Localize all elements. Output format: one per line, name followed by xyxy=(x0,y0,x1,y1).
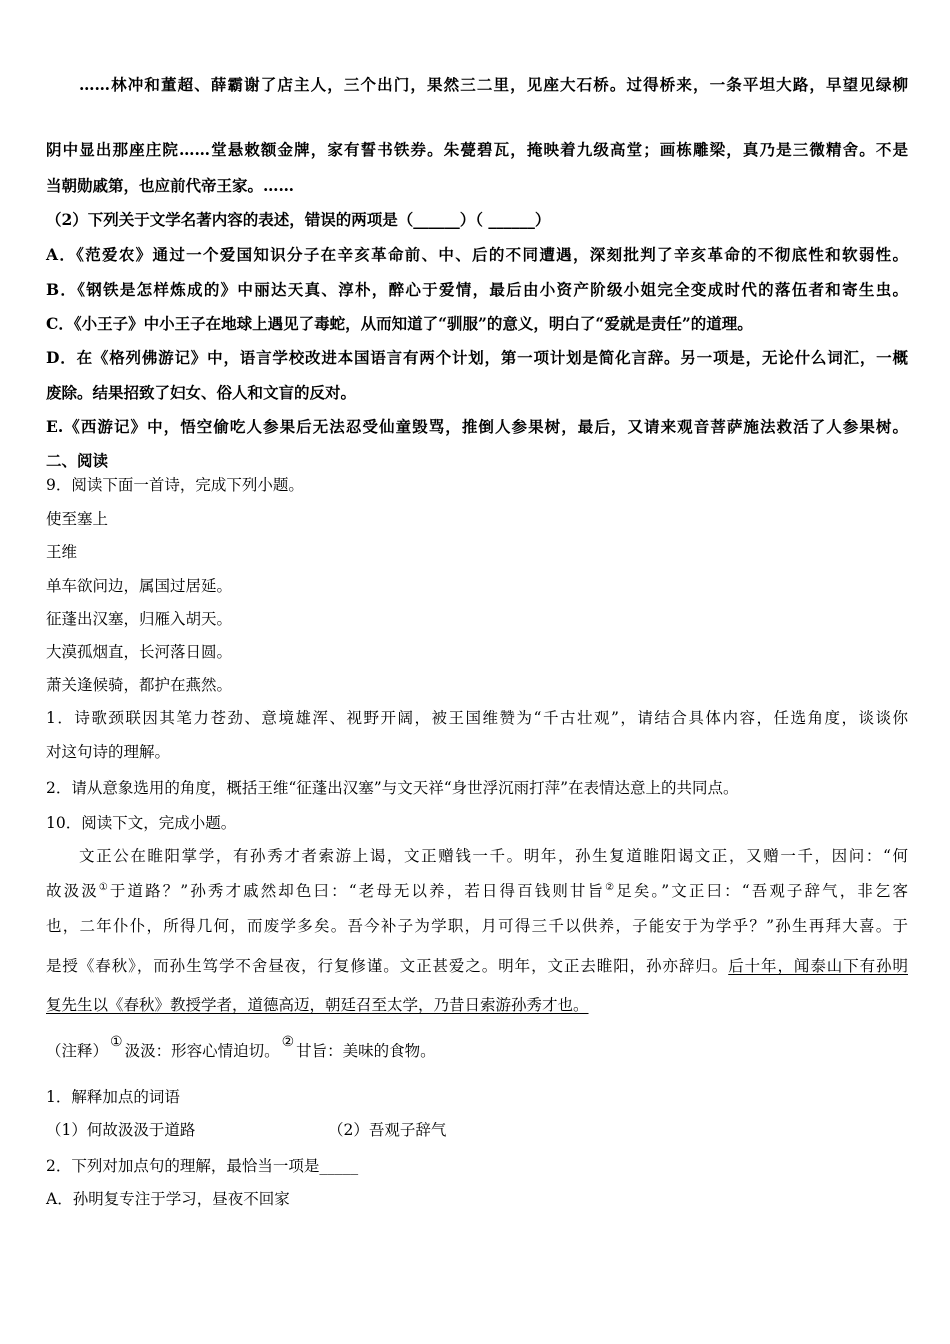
option-b: B．《钢铁是怎样炼成的》中丽达天真、淳朴，醉心于爱情，最后由小资产阶级小姐完全变成时代的落伍者和寄生虫。 xyxy=(46,280,908,299)
question-9-1-line-1: 1．诗歌颈联因其笔力苍劲、意境雄浑、视野开阔，被王国维赞为“千古壮观”，请结合具体内容，任选角度，谈谈你 xyxy=(46,709,908,727)
option-a: A．《范爱农》通过一个爱国知识分子在辛亥革命前、中、后的不同遭遇，深刻批判了辛亥革命的不彻底性和软弱性。 xyxy=(46,245,908,264)
question-text: 2．下列对加点句的理解，最恰当一项是 xyxy=(46,1157,320,1175)
text-segment: 足矣。”文正曰：“吾观子辞气，非乞客 xyxy=(616,882,909,900)
annotation xyxy=(46,1034,908,1063)
annotation-text: 汲汲：形容心情迫切。 xyxy=(124,1042,280,1060)
question-10-1: 1．解释加点的词语 xyxy=(46,1088,180,1106)
question-10-prompt: 10．阅读下文，完成小题。 xyxy=(46,814,237,832)
option-a-10: A．孙明复专注于学习，昼夜不回家 xyxy=(46,1190,290,1208)
annotation-label: （注释） xyxy=(46,1042,109,1060)
question-9-1-line-2: 对这句诗的理解。 xyxy=(46,743,171,761)
option-c: C．《小王子》中小王子在地球上遇见了毒蛇，从而知道了“驯服”的意义，明白了“爱就是责任”的道理。 xyxy=(46,314,753,333)
poem-line: 单车欲问边，属国过居延。 xyxy=(46,577,233,595)
passage-line-2: 阴中显出那座庄院……堂悬敕额金牌，家有誓书铁券。朱甍碧瓦，掩映着九级高堂；画栋雕梁，真乃是三微精舍。不是 xyxy=(46,140,908,159)
text-segment: 于道路？”孙秀才戚然却色曰：“老母无以养，若日得百钱则甘旨 xyxy=(109,882,606,900)
annotation-text: 甘旨：美味的食物。 xyxy=(296,1042,436,1060)
footnote-marker: ① xyxy=(110,1034,123,1050)
underlined-sentence: 后十年，闻泰山下有孙明 xyxy=(728,957,908,975)
section-title: 二、阅读 xyxy=(46,451,109,470)
poem-line: 征蓬出汉塞，归雁入胡天。 xyxy=(46,610,233,628)
question-2-prompt: （2）下列关于文学名著内容的表述，错误的两项是（______）（ ______） xyxy=(46,210,551,229)
text-segment: 故汲汲 xyxy=(46,882,99,900)
classical-text-line-3: 也，二年仆仆，所得几何，而废学多矣。吾今补子为学职，月可得三千以供养，子能安于为学乎？”孙生再拜大喜。于 xyxy=(46,917,908,935)
classical-text-line-5 xyxy=(46,994,908,1016)
text-segment: 是授《春秋》，而孙生笃学不舍昼夜，行复修谨。文正甚爱之。明年，文正去睢阳，孙亦辞归。 xyxy=(46,957,729,975)
footnote-marker: ② xyxy=(281,1034,295,1050)
classical-text-line-4 xyxy=(46,955,908,977)
option-d-line-1: D．在《格列佛游记》中，语言学校改进本国语言有两个计划，第一项计划是简化言辞。另一项是，无论什么词汇，一概 xyxy=(46,348,908,367)
passage-line-3: 当朝勋戚第，也应前代帝王家。…… xyxy=(46,176,295,195)
poem-line: 萧关逢候骑，都护在燕然。 xyxy=(46,676,233,694)
sub-item: （1）何故汲汲于道路 xyxy=(46,1121,196,1139)
poem-title: 使至塞上 xyxy=(46,510,109,528)
question-9-prompt: 9．阅读下面一首诗，完成下列小题。 xyxy=(46,476,304,494)
poem-author: 王维 xyxy=(46,543,78,561)
footnote-marker: ② xyxy=(605,881,617,893)
question-9-2: 2．请从意象选用的角度，概括王维“征蓬出汉塞”与文天祥“身世浮沉雨打萍”在表情达意上的共同点。 xyxy=(46,779,739,797)
option-d-line-2: 废除。结果招致了妇女、俗人和文盲的反对。 xyxy=(46,383,357,402)
passage-line-1: ……林冲和董超、薛霸谢了店主人，三个出门，果然三二里，见座大石桥。过得桥来，一条平坦大路，早望见绿柳 xyxy=(79,75,908,94)
sub-item: （2）吾观子辞气 xyxy=(328,1121,447,1139)
question-10-1-items xyxy=(46,1119,908,1141)
answer-blank[interactable]: _____ xyxy=(319,1157,359,1175)
classical-text-line-1: 文正公在睢阳掌学，有孙秀才者索游上谒，文正赠钱一千。明年，孙生复道睢阳谒文正，又赠一千，因问：“何 xyxy=(79,847,908,865)
poem-line: 大漠孤烟直，长河落日圆。 xyxy=(46,643,233,661)
footnote-marker: ① xyxy=(98,881,110,893)
classical-text-line-2 xyxy=(46,880,908,902)
question-10-2 xyxy=(46,1155,908,1177)
underlined-sentence: 复先生以《春秋》教授学者，道德高迈，朝廷召至太学，乃昔日索游孙秀才也。 xyxy=(46,996,589,1014)
option-e: E.《西游记》中，悟空偷吃人参果后无法忍受仙童毁骂，推倒人参果树，最后，又请来观音菩萨施法救活了人参果树。 xyxy=(46,417,908,436)
